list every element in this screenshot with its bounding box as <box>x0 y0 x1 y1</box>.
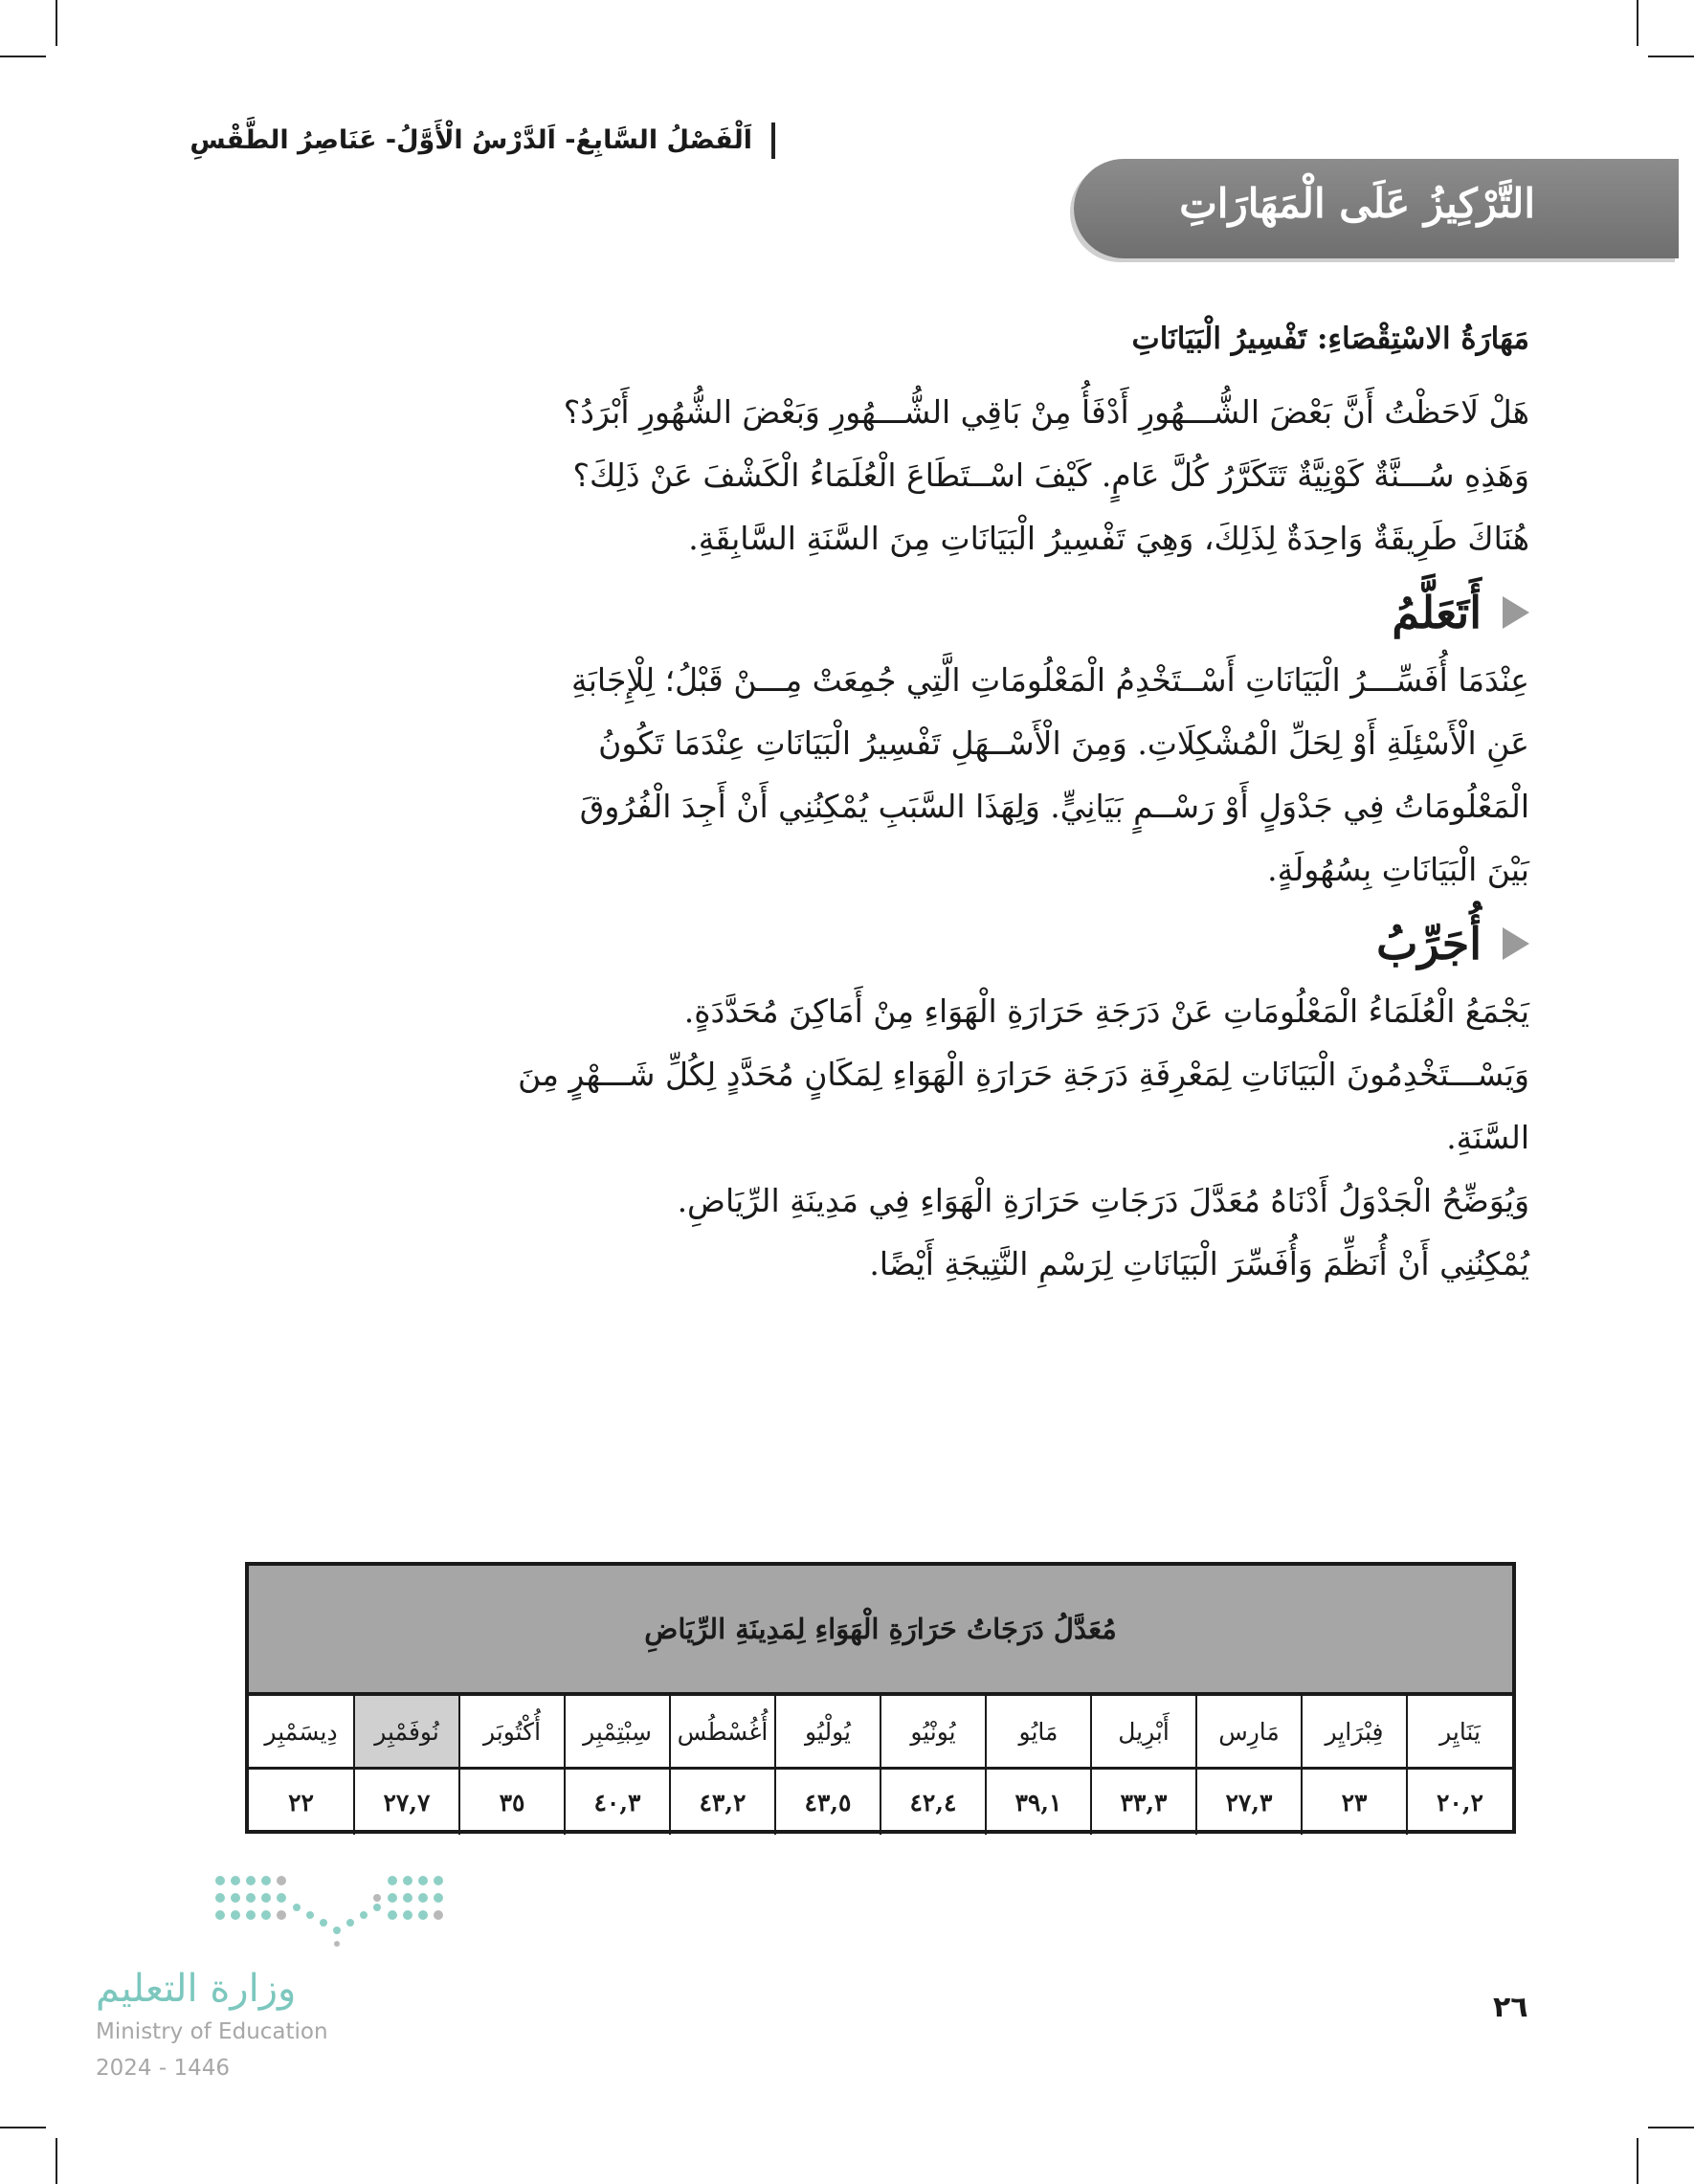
skill-paragraph <box>469 381 1529 570</box>
text-line: وَيُوَضِّحُ الْجَدْوَلُ أَدْنَاهُ مُعَدَّلَ دَرَجَاتِ حَرَارَةِ الْهَوَاءِ فِي مَدِينَةِ الرِّيَاضِ. <box>677 1182 1529 1219</box>
month-cell: فِبْرَايِر <box>1302 1696 1407 1769</box>
ministry-name-english: Ministry of Education <box>96 2019 328 2044</box>
month-cell: أُغُسْطُس <box>670 1696 775 1769</box>
edition-year: 2024 - 1446 <box>96 2056 230 2081</box>
learn-heading <box>469 584 1529 641</box>
table-grid <box>249 1696 1512 1835</box>
text-line: عِنْدَمَا أُفَسِّـــرُ الْبَيَانَاتِ أَسْــتَخْدِمُ الْمَعْلُومَاتِ الَّتِي جُمِعَتْ مِـــنْ قَبْلُ؛ لِلْإِجَابَةِ <box>571 661 1529 699</box>
try-heading <box>469 915 1529 972</box>
skill-title: مَهَارَةُ الاسْتِقْصَاءِ: تَفْسِيرُ الْبَيَانَاتِ <box>1131 322 1529 356</box>
try-title: أُجَرِّبُ <box>1376 918 1482 969</box>
month-cell: أَبْرِيل <box>1091 1696 1196 1769</box>
text-line: يَجْمَعُ الْعُلَمَاءُ الْمَعْلُومَاتِ عَنْ دَرَجَةِ حَرَارَةِ الْهَوَاءِ مِنْ أَمَاكِنَ مُحَدَّدَةٍ. <box>683 992 1529 1030</box>
table-row-values <box>249 1769 1512 1836</box>
text-line: هُنَاكَ طَرِيقَةٌ وَاحِدَةٌ لِذَلِكَ، وَهِيَ تَفْسِيرُ الْبَيَانَاتِ مِنَ السَّنَةِ السَّابِقَةِ. <box>688 520 1529 557</box>
crop-mark <box>1637 0 1638 46</box>
text-line: وَيَسْـــتَخْدِمُونَ الْبَيَانَاتِ لِمَعْرِفَةِ دَرَجَةِ حَرَارَةِ الْهَوَاءِ لِمَكَانٍ مُحَدَّدٍ لِكُلِّ شَـــهْرٍ مِنَ <box>518 1056 1529 1093</box>
text-line: السَّنَةِ. <box>1446 1119 1529 1156</box>
table-row-months <box>249 1696 1512 1769</box>
month-cell: يُولْيُو <box>775 1696 880 1769</box>
value-cell: ٢٢ <box>288 1788 314 1816</box>
text-line: وَهَذِهِ سُـــنَّةٌ كَوْنِيَّةٌ تَتَكَرَّرُ كُلَّ عَامٍ. كَيْفَ اسْــتَطَاعَ الْعُلَمَاءُ الْكَشْفَ عَنْ ذَلِكَ؟ <box>572 457 1529 494</box>
text-line: يُمْكِنُنِي أَنْ أُنَظِّمَ وَأُفَسِّرَ الْبَيَانَاتِ لِرَسْمِ النَّتِيجَةِ أَيْضًا. <box>869 1245 1529 1282</box>
value-cell: ٤٣,٥ <box>775 1769 880 1836</box>
learn-title: أَتَعَلَّمُ <box>1392 587 1482 638</box>
ministry-name-arabic: وزارة التعليم <box>96 1967 297 2011</box>
value-cell: ٣٩,١ <box>986 1769 1091 1836</box>
chapter-header: اَلْفَصْلُ السَّابِعُ- اَلدَّرْسُ الْأَوَّلُ- عَنَاصِرُ الطَّقْسِ <box>189 123 775 159</box>
value-cell: ٤٠,٣ <box>565 1769 670 1836</box>
text-line: هَلْ لَاحَظْتُ أَنَّ بَعْضَ الشُّـــهُورِ أَدْفَأُ مِنْ بَاقِي الشُّـــهُورِ وَبَعْضَ الشُّهُورِ أَبْرَدُ؟ <box>563 393 1529 431</box>
temperature-table <box>245 1562 1516 1834</box>
value-cell: ٢٠,٢ <box>1407 1769 1512 1836</box>
ministry-logo-icon <box>211 1871 450 1948</box>
text-line: بَيْنَ الْبَيَانَاتِ بِسُهُولَةٍ. <box>1267 851 1529 888</box>
month-cell: دِيسَمْبِر <box>249 1696 354 1769</box>
value-cell: ٣٣,٣ <box>1091 1769 1196 1836</box>
learn-paragraph <box>469 649 1529 902</box>
page-number: ٢٦ <box>1493 1991 1528 2024</box>
month-cell: سِبْتِمْبِر <box>565 1696 670 1769</box>
value-cell: ٢٧,٣ <box>1196 1769 1302 1836</box>
banner-title: التَّرْكِيزُ عَلَى الْمَهَارَاتِ <box>1179 180 1535 227</box>
try-paragraph <box>469 980 1529 1296</box>
main-content <box>469 316 1529 1296</box>
month-cell: مَارِس <box>1196 1696 1302 1769</box>
value-cell: ٢٣ <box>1302 1769 1407 1836</box>
crop-mark <box>1648 56 1694 57</box>
value-cell: ٤٢,٤ <box>880 1769 986 1836</box>
crop-mark <box>56 2138 57 2184</box>
month-cell: مَايُو <box>986 1696 1091 1769</box>
text-line: الْمَعْلُومَاتُ فِي جَدْوَلٍ أَوْ رَسْــمٍ بَيَانِيٍّ. وَلِهَذَا السَّبَبِ يُمْكِنُنِي أَنْ أَجِدَ الْفُرُوقَ <box>579 788 1529 825</box>
triangle-icon <box>1503 927 1529 960</box>
month-cell: يَنَايِر <box>1407 1696 1512 1769</box>
skills-banner <box>1074 159 1679 258</box>
value-cell: ٤٣,٢ <box>670 1769 775 1836</box>
triangle-icon <box>1503 596 1529 629</box>
crop-mark <box>1637 2138 1638 2184</box>
month-cell: نُوفَمْبِر <box>354 1696 459 1769</box>
value-cell: ٣٥ <box>459 1769 565 1836</box>
month-cell: أُكْتُوبَر <box>459 1696 565 1769</box>
crop-mark <box>1648 2127 1694 2128</box>
month-cell: يُونْيُو <box>880 1696 986 1769</box>
crop-mark <box>56 0 57 46</box>
text-line: عَنِ الْأَسْئِلَةِ أَوْ لِحَلِّ الْمُشْكِلَاتِ. وَمِنَ الْأَسْــهَلِ تَفْسِيرُ الْبَيَانَاتِ عِنْدَمَا تَكُونُ <box>598 724 1529 762</box>
value-cell: ٢٧,٧ <box>354 1769 459 1836</box>
table-title: مُعَدَّلُ دَرَجَاتُ حَرَارَةِ الْهَوَاءِ لِمَدِينَةِ الرِّيَاضِ <box>249 1566 1512 1696</box>
crop-mark <box>0 56 46 57</box>
crop-mark <box>0 2127 46 2128</box>
